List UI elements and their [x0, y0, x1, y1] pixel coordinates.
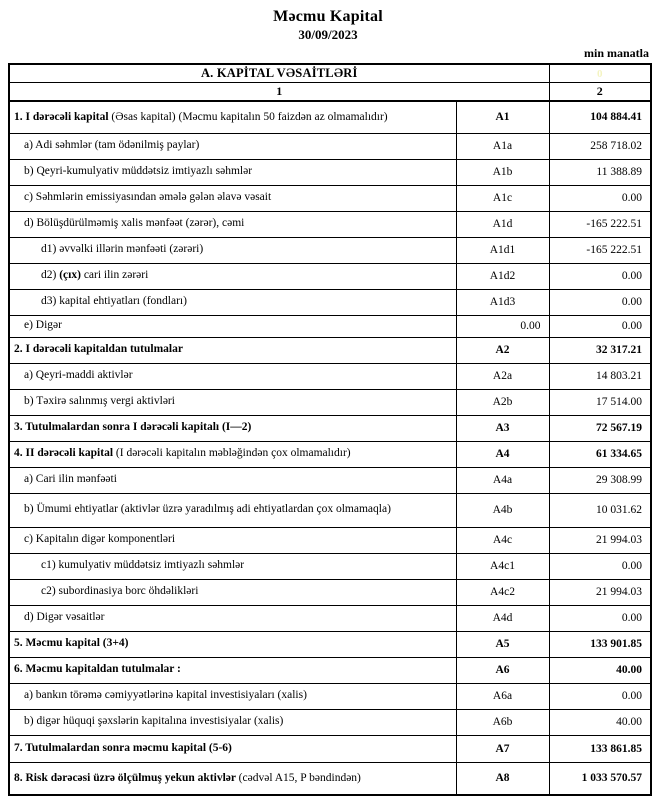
row-label-segment: a) Qeyri-maddi aktivlər — [24, 369, 133, 382]
table-row — [9, 133, 651, 159]
row-label — [9, 467, 456, 493]
row-value: 0.00 — [549, 289, 651, 315]
row-value: -165 222.51 — [549, 237, 651, 263]
row-value: 0.00 — [549, 605, 651, 631]
row-value: 61 334.65 — [549, 441, 651, 467]
table-row — [9, 631, 651, 657]
table-row — [9, 263, 651, 289]
row-label — [9, 553, 456, 579]
row-value: 133 901.85 — [549, 631, 651, 657]
table-row — [9, 315, 651, 337]
row-value: 40.00 — [549, 657, 651, 683]
row-label — [9, 237, 456, 263]
table-row — [9, 762, 651, 795]
row-label-segment: d1) əvvəlki illərin mənfəəti (zərəri) — [41, 243, 204, 256]
row-label — [9, 185, 456, 211]
row-label-segment: a) Cari ilin mənfəəti — [24, 473, 117, 486]
row-label-segment: cari ilin zərəri — [80, 269, 149, 282]
row-label — [9, 101, 456, 133]
table-header — [9, 64, 651, 101]
table-row — [9, 709, 651, 735]
row-code: A4b — [456, 493, 549, 527]
row-label-bold-segment: 8. Risk dərəcəsi üzrə ölçülmuş yekun aktivlər — [14, 771, 239, 784]
row-code: A6a — [456, 683, 549, 709]
row-label — [9, 493, 456, 527]
row-label — [9, 263, 456, 289]
row-label-segment: d3) kapital ehtiyatları (fondları) — [41, 295, 187, 308]
row-label-segment: c2) subordinasiya borc öhdəlikləri — [41, 585, 199, 598]
capital-table — [8, 63, 652, 796]
table-row — [9, 337, 651, 363]
section-header-row — [9, 64, 651, 83]
row-value: 29 308.99 — [549, 467, 651, 493]
row-code: A1d1 — [456, 237, 549, 263]
row-value: 21 994.03 — [549, 579, 651, 605]
row-label-segment: c1) kumulyativ müddətsiz imtiyazlı səhmlər — [41, 559, 245, 572]
row-value: 1 033 570.57 — [549, 762, 651, 795]
row-label-segment: c) Kapitalın digər komponentləri — [24, 533, 176, 546]
page-title: Məcmu Kapital — [273, 8, 383, 25]
unit-note: min manatla — [583, 46, 649, 60]
row-code: A8 — [456, 762, 549, 795]
row-code: A1b — [456, 159, 549, 185]
row-label-segment: d) Digər vəsaitlər — [24, 611, 105, 624]
row-value: -165 222.51 — [549, 211, 651, 237]
row-label-bold-segment: 6. Məcmu kapitaldan tutulmalar : — [14, 663, 181, 676]
row-label — [9, 527, 456, 553]
row-value: 0.00 — [549, 185, 651, 211]
row-value: 21 994.03 — [549, 527, 651, 553]
table-row — [9, 289, 651, 315]
row-code: A4a — [456, 467, 549, 493]
row-label — [9, 289, 456, 315]
table-body — [9, 101, 651, 795]
table-row — [9, 159, 651, 185]
table-row — [9, 185, 651, 211]
row-label — [9, 133, 456, 159]
row-code: A7 — [456, 735, 549, 762]
row-code: A2b — [456, 389, 549, 415]
row-value: 0.00 — [549, 683, 651, 709]
row-label-segment: a) bankın törəmə cəmiyyətlərinə kapital investisiyaları (xalis) — [24, 689, 307, 702]
column-number-row — [9, 83, 651, 102]
table-row — [9, 553, 651, 579]
row-label-segment: a) Adi səhmlər (tam ödənilmiş paylar) — [24, 139, 200, 152]
table-row — [9, 579, 651, 605]
table-row — [9, 467, 651, 493]
row-code: A1c — [456, 185, 549, 211]
row-label-bold-segment: 7. Tutulmalardan sonra məcmu kapital (5-6) — [14, 741, 232, 754]
row-code: A5 — [456, 631, 549, 657]
row-label — [9, 211, 456, 237]
row-value: 72 567.19 — [549, 415, 651, 441]
row-code: A2 — [456, 337, 549, 363]
row-label-segment: (Əsas kapital) (Məcmu kapitalın 50 faizdən az olmamalıdır) — [108, 110, 388, 123]
row-label — [9, 315, 456, 337]
row-label — [9, 363, 456, 389]
row-value: 0.00 — [549, 263, 651, 289]
row-label-bold-segment: 1. I dərəcəli kapital — [14, 110, 109, 123]
row-code: A3 — [456, 415, 549, 441]
row-label-segment: (cədvəl A15, P bəndindən) — [238, 771, 361, 784]
row-code: A1d — [456, 211, 549, 237]
row-label-segment: d2) — [41, 269, 60, 282]
table-row — [9, 605, 651, 631]
row-label — [9, 415, 456, 441]
row-code: A4 — [456, 441, 549, 467]
row-label-segment: (I dərəcəli kapitalın məbləğindən çox olmamalıdır) — [113, 447, 351, 460]
row-code: A1d2 — [456, 263, 549, 289]
report-date: 30/09/2023 — [298, 27, 358, 42]
row-label-segment: b) Təxirə salınmış vergi aktivləri — [24, 395, 175, 408]
row-label-bold-segment: 2. I dərəcəli kapitaldan tutulmalar — [14, 343, 183, 356]
row-label-segment: d) Bölüşdürülməmiş xalis mənfəət (zərər), cəmi — [24, 217, 245, 230]
row-code: A1 — [456, 101, 549, 133]
row-code: 0.00 — [456, 315, 549, 337]
row-label — [9, 762, 456, 795]
table-row — [9, 101, 651, 133]
row-code: A1a — [456, 133, 549, 159]
row-value: 17 514.00 — [549, 389, 651, 415]
table-row — [9, 735, 651, 762]
row-label — [9, 579, 456, 605]
row-code: A6 — [456, 657, 549, 683]
table-row — [9, 389, 651, 415]
row-label — [9, 631, 456, 657]
row-label — [9, 441, 456, 467]
table-row — [9, 527, 651, 553]
table-row — [9, 493, 651, 527]
row-code: A4c — [456, 527, 549, 553]
table-row — [9, 211, 651, 237]
row-label-segment: b) digər hüquqi şəxslərin kapitalına investisiyalar (xalis) — [24, 715, 284, 728]
row-label — [9, 735, 456, 762]
row-value: 40.00 — [549, 709, 651, 735]
row-label-bold-segment: 3. Tutulmalardan sonra I dərəcəli kapitalı (I—2) — [14, 421, 252, 434]
row-label — [9, 709, 456, 735]
section-header-title: A. KAPİTAL VƏSAİTLƏRİ — [9, 64, 549, 83]
row-label — [9, 159, 456, 185]
table-row — [9, 415, 651, 441]
row-label-bold-segment: 4. II dərəcəli kapital — [14, 447, 114, 460]
row-label — [9, 337, 456, 363]
table-row — [9, 363, 651, 389]
row-label-segment: b) Ümumi ehtiyatlar (aktivlər üzrə yaradılmış adi ehtiyatlardan çox olmamaqla) — [24, 503, 391, 516]
table-row — [9, 441, 651, 467]
row-label-bold-segment: (çıx) — [59, 269, 81, 282]
row-value: 0.00 — [549, 553, 651, 579]
row-value: 32 317.21 — [549, 337, 651, 363]
row-label-bold-segment: 5. Məcmu kapital (3+4) — [14, 637, 129, 650]
row-label — [9, 657, 456, 683]
row-label-segment: e) Digər — [24, 319, 62, 332]
row-value: 10 031.62 — [549, 493, 651, 527]
row-code: A4c2 — [456, 579, 549, 605]
row-code: A4c1 — [456, 553, 549, 579]
column-header-2: 2 — [549, 83, 651, 102]
section-header-faint-note: 0 — [549, 64, 651, 83]
row-code: A2a — [456, 363, 549, 389]
row-code: A6b — [456, 709, 549, 735]
table-row — [9, 657, 651, 683]
row-value: 14 803.21 — [549, 363, 651, 389]
row-value: 133 861.85 — [549, 735, 651, 762]
row-label — [9, 389, 456, 415]
row-label-segment: c) Səhmlərin emissiyasından əmələ gələn əlavə vəsait — [24, 191, 272, 204]
row-label-segment: b) Qeyri-kumulyativ müddətsiz imtiyazlı səhmlər — [24, 165, 253, 178]
row-code: A1d3 — [456, 289, 549, 315]
row-value: 104 884.41 — [549, 101, 651, 133]
column-header-1: 1 — [9, 83, 549, 102]
row-label — [9, 605, 456, 631]
table-row — [9, 237, 651, 263]
row-value: 258 718.02 — [549, 133, 651, 159]
table-row — [9, 683, 651, 709]
row-value: 11 388.89 — [549, 159, 651, 185]
row-value: 0.00 — [549, 315, 651, 337]
row-label — [9, 683, 456, 709]
row-code: A4d — [456, 605, 549, 631]
